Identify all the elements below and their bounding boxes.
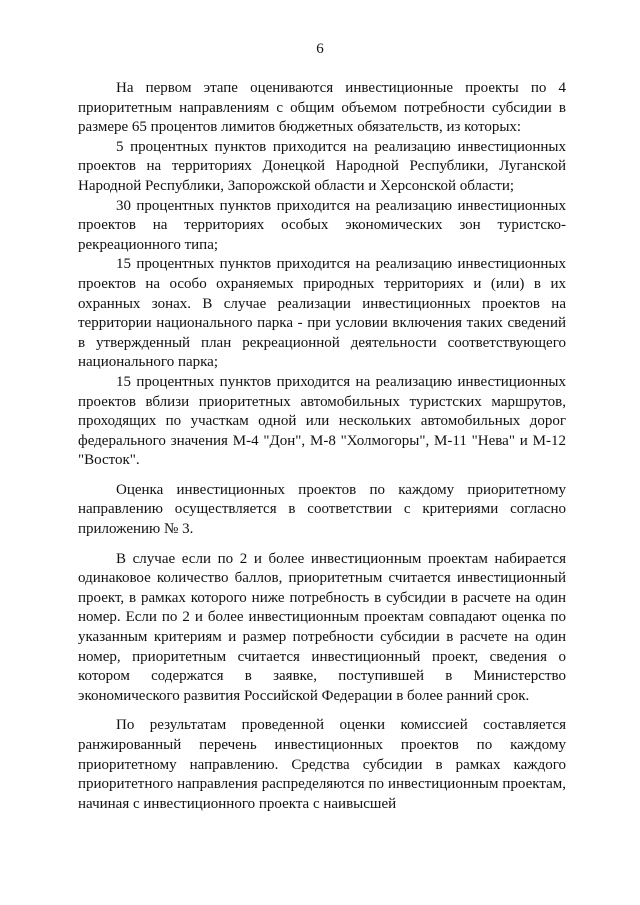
- document-body: [78, 79, 566, 814]
- paragraph-first-stage: На первом этапе оцениваются инвестиционные проекты по 4 приоритетным направлениям с общим объемом потребности субсидии в размере 65 процентов лимитов бюджетных обязательств, из которых:: [78, 80, 566, 136]
- paragraph-new-regions: 5 процентных пунктов приходится на реализацию инвестиционных проектов на территориях Донецкой Народной Республики, Луганской Народной Республики, Запорожской области и Херсонской области;: [78, 138, 566, 194]
- paragraph-protected-areas: 15 процентных пунктов приходится на реализацию инвестиционных проектов на особо охраняемых природных территориях и (или) в их охранных зонах. В случае реализации инвестиционных проектов на территории национального парка - при условии включения таких сведений в утвержденный план рекреационной деятельности соответствующего национального парка;: [78, 256, 566, 371]
- paragraph-ranked-list: По результатам проведенной оценки комиссией составляется ранжированный перечень инвестиционных проектов по каждому приоритетному направлению. Средства субсидии в рамках каждого приоритетного направления распределяются по инвестиционным проектам, начиная с инвестиционного проекта с наивысшей: [78, 717, 566, 812]
- paragraph-tourist-routes: 15 процентных пунктов приходится на реализацию инвестиционных проектов вблизи приоритетных автомобильных туристских маршрутов, проходящих по участкам одной или нескольких автомобильных дорог федерального значения М-4 "Дон", М-8 "Холмогоры", М-11 "Нева" и М-12 "Восток".: [78, 373, 566, 469]
- paragraph-evaluation-criteria: Оценка инвестиционных проектов по каждому приоритетному направлению осуществляется в соответствии с критериями согласно приложению № 3.: [78, 481, 566, 538]
- page-number: 6: [316, 41, 324, 57]
- paragraph-special-economic-zones: 30 процентных пунктов приходится на реализацию инвестиционных проектов на территориях особых экономических зон туристско-рекреационного типа;: [78, 197, 566, 253]
- paragraph-equal-scores: В случае если по 2 и более инвестиционным проектам набирается одинаковое количество баллов, приоритетным считается инвестиционный проект, в рамках которого ниже потребность в субсидии в расчете на один номер. Если по 2 и более инвестиционным проектам совпадают оценка по указанным критериям и размер потребности субсидии в расчете на один номер, приоритетным считается инвестиционный проект, сведения о котором содержатся в заявке, поступившей в Министерство экономического развития Российской Федерации в более ранний срок.: [78, 550, 566, 704]
